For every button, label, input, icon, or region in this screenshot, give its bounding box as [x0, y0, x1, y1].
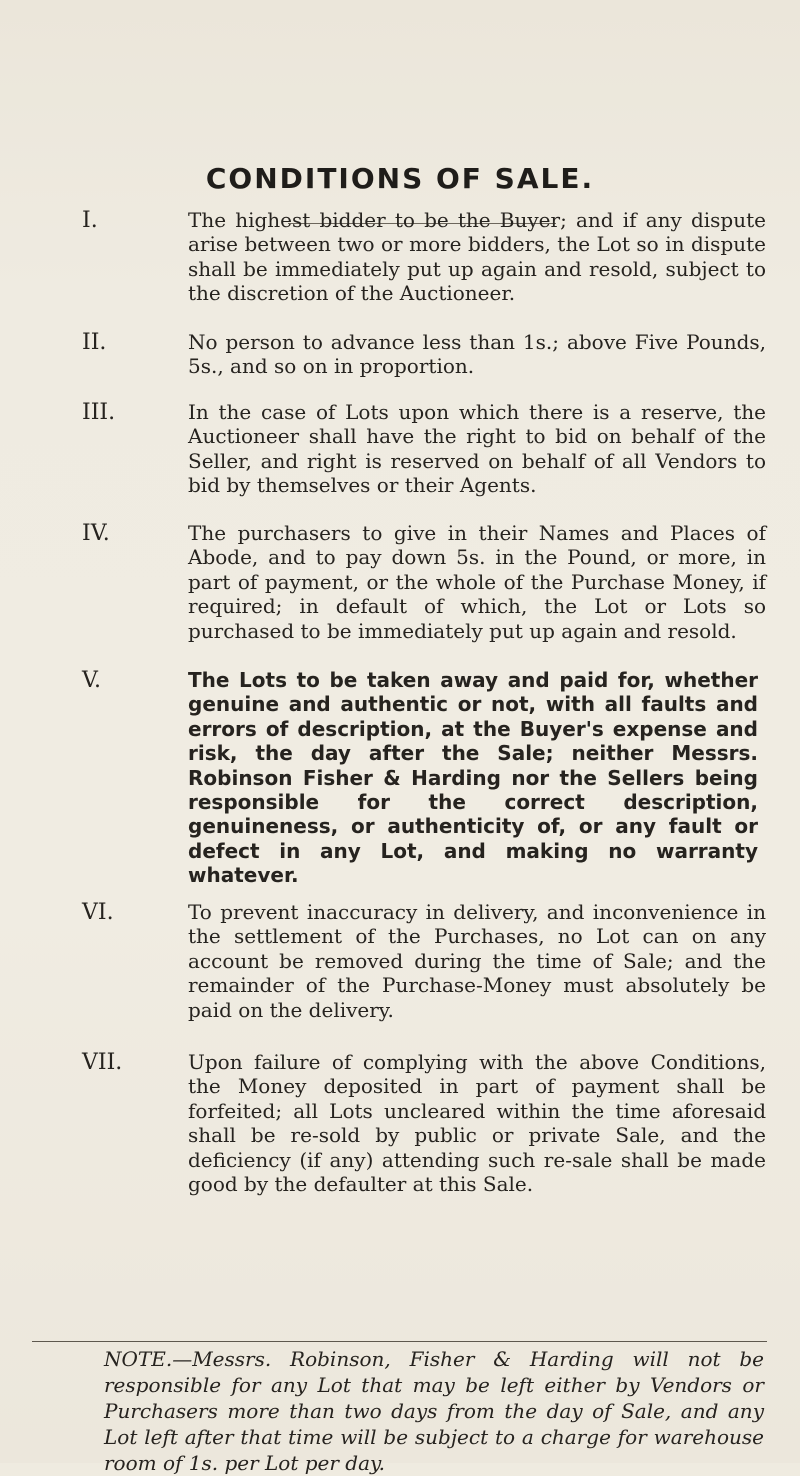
- condition-number: IV.: [82, 521, 110, 546]
- section-divider: [32, 1341, 767, 1342]
- condition-text: The Lots to be taken away and paid for, whether genuine and authentic or not, with all faults and errors of description, at the Buyer's expense and risk, the day after the Sale; neither Messrs. Robinson Fisher & Harding nor the Sellers being responsible for the correct description, genuineness, or authenticity of, or any fault or defect in any Lot, and making no warranty whatever.: [188, 668, 758, 888]
- condition-number: VI.: [82, 900, 114, 925]
- condition-number: II.: [82, 330, 107, 355]
- page-title: CONDITIONS OF SALE.: [205, 162, 595, 195]
- condition-text: In the case of Lots upon which there is a reserve, the Auctioneer shall have the right to bid on behalf of the Seller, and right is reserved on behalf of all Vendors to bid by themselves or their Agents.: [188, 400, 766, 498]
- condition-text: To prevent inaccuracy in delivery, and inconvenience in the settlement of the Purchases, no Lot can on any account be removed during the time of Sale; and the remainder of the Purchase-Money must absolutely be paid on the delivery.: [188, 900, 766, 1022]
- condition-number: V.: [82, 668, 102, 693]
- condition-text: Upon failure of complying with the above Conditions, the Money deposited in part of payment shall be forfeited; all Lots uncleared within the time aforesaid shall be re-sold by public or private Sale, and the deficiency (if any) attending such re-sale shall be made good by the defaulter at this Sale.: [188, 1050, 766, 1197]
- condition-number: III.: [82, 400, 116, 425]
- condition-text: No person to advance less than 1s.; above Five Pounds, 5s., and so on in proportion.: [188, 330, 766, 379]
- condition-text: The purchasers to give in their Names and Places of Abode, and to pay down 5s. in the Pound, or more, in part of payment, or the whole of the Purchase Money, if required; in default of which, the Lot or Lots so purchased to be immediately put up again and resold.: [188, 521, 766, 643]
- condition-text: The highest bidder to be the Buyer; and if any dispute arise between two or more bidders, the Lot so in dispute shall be immediately put up again and resold, subject to the discretion of the Auctioneer.: [188, 208, 766, 306]
- condition-number: I.: [82, 208, 98, 233]
- footnote: NOTE.—Messrs. Robinson, Fisher & Harding will not be responsible for any Lot that may be left either by Vendors or Purchasers more than two days from the day of Sale, and any Lot left after that time will be subject to a charge for warehouse room of 1s. per Lot per day.: [104, 1347, 764, 1475]
- condition-number: VII.: [82, 1050, 123, 1075]
